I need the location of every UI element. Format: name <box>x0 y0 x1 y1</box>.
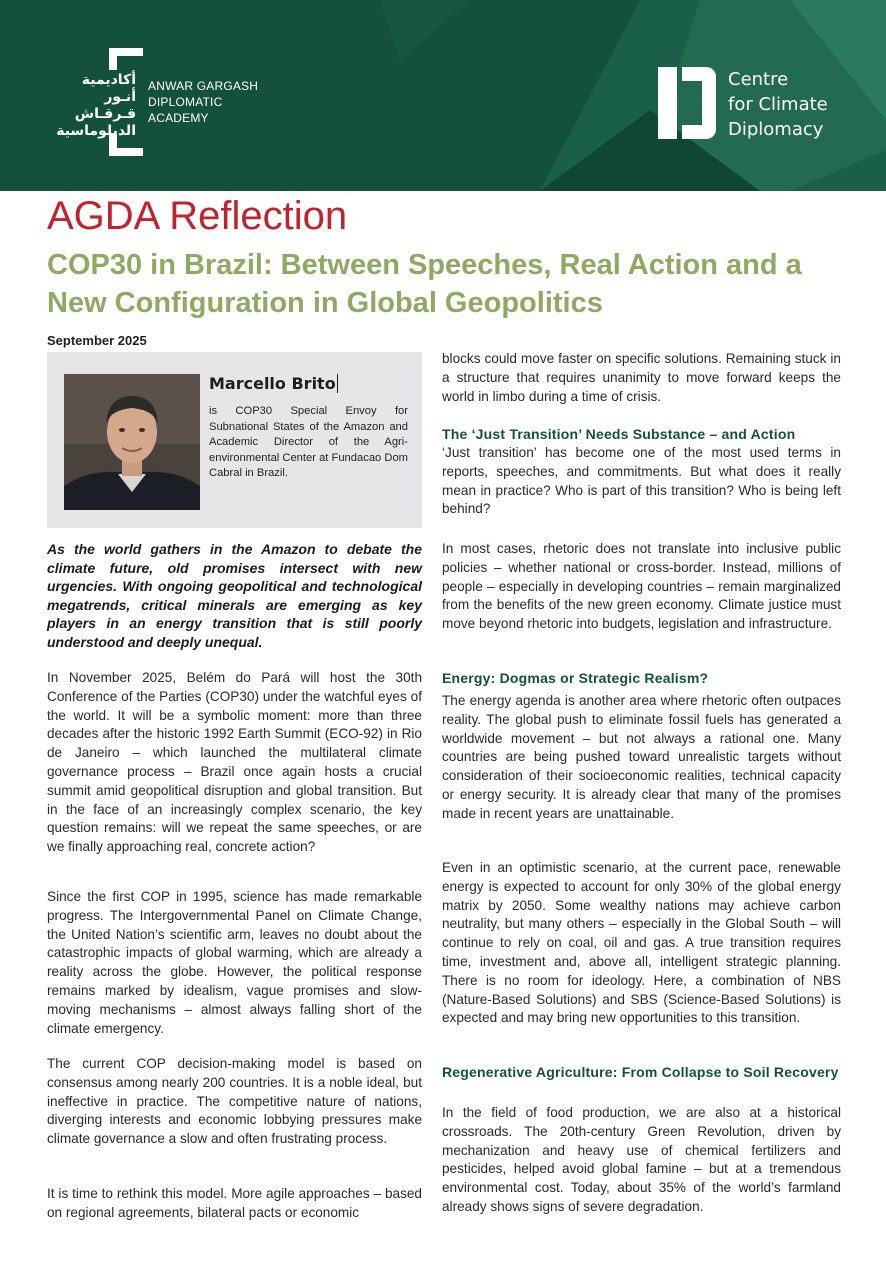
paragraph: It is time to rethink this model. More agile approaches – based on regional agreements, bilateral pacts or economic <box>47 1186 422 1220</box>
academy-arabic-name <box>40 72 136 140</box>
paragraph: The energy agenda is another area where rhetoric often outpaces reality. The global push to eliminate fossil fuels has generated a worldwide movement – but not always a rational one. Many countries are being pushed toward unrealistic targets without consideration of their socioeconomic realities, technical capacity or energy security. It is already clear that many of the promises made in recent years are unattainable. <box>442 693 841 821</box>
header-band <box>0 0 886 191</box>
academy-arabic-line-1: أكاديمية <box>81 72 136 88</box>
series-title: AGDA Reflection <box>47 194 348 238</box>
paragraph: ‘Just transition’ has become one of the most used terms in reports, speeches, and commitments. But what does it really mean in practice? Who is part of this transition? Who is being left behind? <box>442 445 841 517</box>
paragraph: blocks could move faster on specific solutions. Remaining stuck in a structure that requires unanimity to move forward keeps the world in limbo during a time of crisis. <box>442 351 841 404</box>
paragraph: In the field of food production, we are also at a historical crossroads. The 20th-century Green Revolution, driven by mechanization and heavy use of chemical fertilizers and pesticides, helped avoid global famine – but at a tremendous environmental cost. Today, about 35% of the world’s farmland already shows signs of severe degradation. <box>442 1105 841 1214</box>
academy-arabic-line-3: الدبلوماسية <box>56 123 136 139</box>
publication-date: September 2025 <box>47 333 147 348</box>
paragraph: In most cases, rhetoric does not translate into inclusive public policies – whether national or cross-border. Instead, millions of people – especially in developing countries – remain marginalized from the benefits of the new green economy. Climate justice must move beyond rhetoric into budgets, legislation and infrastructure. <box>442 541 841 632</box>
section-heading: Energy: Dogmas or Strategic Realism? <box>442 670 709 686</box>
centre-line-1: Centre <box>728 69 789 90</box>
centre-logo-mark <box>658 67 716 139</box>
author-name: Marcello Brito <box>209 374 336 393</box>
lead-paragraph: As the world gathers in the Amazon to debate the climate future, old promises intersect with new urgencies. With ongoing geopolitical and technological megatrends, critical minerals are emerging as key players in an energy transition that is still poorly understood and deeply unequal. <box>47 541 422 650</box>
document-title: COP30 in Brazil: Between Speeches, Real Action and a New Configuration in Global Geopolitics <box>47 249 802 319</box>
section-heading: Regenerative Agriculture: From Collapse to Soil Recovery <box>442 1064 839 1080</box>
paragraph: The current COP decision-making model is based on consensus among nearly 200 countries. It is a noble ideal, but ineffective in practice. The competitive nature of nations, diverging interests and economic lobbying pressures make climate governance a slow and often frustrating process. <box>47 1056 422 1147</box>
paragraph: Since the first COP in 1995, science has made remarkable progress. The Intergovernmental Panel on Climate Change, the United Nation’s scientific arm, leaves no doubt about the catastrophic impacts of global warming, which are already a reality across the globe. However, the political response remains marked by idealism, vague promises and slow-moving mechanisms – almost always falling short of the climate emergency. <box>47 889 422 1036</box>
centre-line-3: Diplomacy <box>728 119 824 140</box>
academy-english-line-3: ACADEMY <box>148 111 209 125</box>
academy-english-line-1: ANWAR GARGASH <box>148 79 259 93</box>
centre-logo-text <box>728 67 828 142</box>
author-box <box>47 352 422 528</box>
academy-english-line-2: DIPLOMATIC <box>148 95 223 109</box>
author-bio: is COP30 Special Envoy for Subnational States of the Amazon and Academic Director of the Agri-environmental Center at Fundacao Dom Cabral in Brazil. <box>209 405 408 479</box>
centre-line-2: for Climate <box>728 94 828 115</box>
academy-arabic-line-2: أنـور قـرقـاش <box>74 89 136 122</box>
paragraph: In November 2025, Belém do Pará will host the 30th Conference of the Parties (COP30) under the watchful eyes of the world. It will be a symbolic moment: more than three decades after the historic 1992 Earth Summit (ECO-92) in Rio de Janeiro – which launched the multilateral climate governance process – Brazil once again hosts a crucial summit amid geopolitical disruption and global transition. But in the face of an increasingly complex scenario, the key question remains: will we repeat the same speeches, or are we finally approaching real, concrete action? <box>47 670 422 855</box>
academy-english-name <box>148 78 258 126</box>
section-heading: The ‘Just Transition’ Needs Substance – and Action <box>442 426 796 442</box>
author-photo <box>64 374 200 510</box>
paragraph: Even in an optimistic scenario, at the current pace, renewable energy is expected to account for only 30% of the global energy matrix by 2050. Some wealthy nations may achieve carbon neutrality, but many others – especially in the Global South – will continue to rely on coal, oil and gas. A true transition requires time, investment and, above all, intelligent strategic planning. There is no room for ideology. Here, a combination of NBS (Nature-Based Solutions) and SBS (Science-Based Solutions) is expected and may bring new opportunities to this transition. <box>442 860 841 1026</box>
